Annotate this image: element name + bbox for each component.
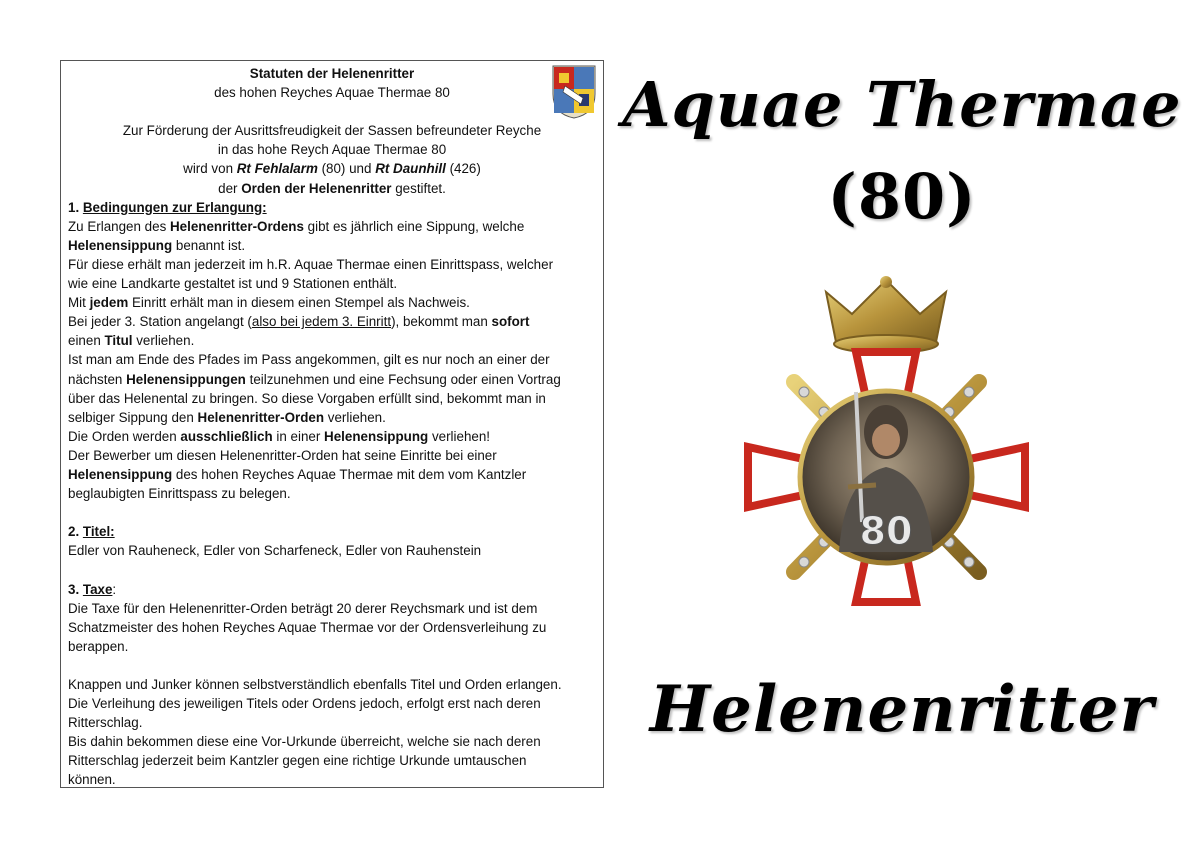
- text-line: Schatzmeister des hohen Reyches Aquae Thermae vor der Ordensverleihung zu: [68, 619, 547, 635]
- text-line: Die Taxe für den Helenenritter-Orden beträgt 20 derer Reychsmark und ist dem: [68, 600, 538, 616]
- text-line: Bei jeder 3. Station angelangt (also bei jedem 3. Einritt), bekommt man sofort: [68, 314, 530, 330]
- order-medal-icon: [744, 272, 1029, 612]
- text-line: Zu Erlangen des Helenenritter-Ordens gibt es jährlich eine Sippung, welche: [68, 218, 525, 234]
- text-line: Bis dahin bekommen diese eine Vor-Urkunde überreicht, welche sie nach deren: [68, 734, 541, 750]
- cover-title-number: (80): [827, 160, 977, 233]
- text-line: wie eine Landkarte gestaltet ist und 9 Stationen enthält.: [68, 276, 398, 292]
- text-line: Ritterschlag jederzeit beim Kantzler gegen eine richtige Urkunde umtauschen: [68, 753, 527, 769]
- section-heading-conditions: 1. Bedingungen zur Erlangung:: [68, 199, 267, 215]
- text-line: Die Verleihung des jeweiligen Titels oder Ordens jedoch, erfolgt erst nach deren: [68, 696, 541, 712]
- text-line: Helenensippung benannt ist.: [68, 237, 246, 253]
- statutes-panel: [60, 60, 604, 788]
- text-line: nächsten Helenensippungen teilzunehmen und eine Fechsung oder einen Vortrag: [68, 371, 561, 387]
- text-line: Ritterschlag.: [68, 715, 143, 731]
- text-line: beglaubigten Einrittspass zu belegen.: [68, 486, 291, 502]
- section-heading-titles: 2. Titel:: [68, 524, 115, 540]
- text-line: können.: [68, 772, 116, 788]
- cover-panel: [604, 0, 1200, 849]
- text-line: selbiger Sippung den Helenenritter-Orden verliehen.: [68, 409, 386, 425]
- text-line: Ist man am Ende des Pfades im Pass angekommen, gilt es nur noch an einer der: [68, 352, 550, 368]
- intro-line: Zur Förderung der Ausrittsfreudigkeit der Sassen befreundeter Reyche: [122, 123, 542, 139]
- text-line: über das Helenental zu bringen. So diese Vorgaben erfüllt sind, bekommt man in: [68, 390, 546, 406]
- text-line: Knappen und Junker können selbstverständlich ebenfalls Titel und Orden erlangen.: [68, 677, 562, 692]
- cover-title: Aquae Thermae: [622, 68, 1182, 141]
- text-line: Helenensippung des hohen Reyches Aquae Thermae mit dem vom Kantzler: [68, 466, 527, 482]
- text-line: Edler von Rauheneck, Edler von Scharfeneck, Edler von Rauhenstein: [68, 543, 482, 559]
- medal-number: 80: [859, 509, 913, 553]
- intro-line: der Orden der Helenenritter gestiftet.: [218, 180, 446, 196]
- text-line: Die Orden werden ausschließlich in einer Helenensippung verliehen!: [68, 428, 491, 444]
- cover-bottom-title: Helenenritter: [649, 672, 1155, 747]
- text-line: Der Bewerber um diesen Helenenritter-Orden hat seine Einritte bei einer: [68, 447, 497, 463]
- statutes-title: Statuten der Helenenritter: [249, 66, 415, 81]
- section-heading-fee: 3. Taxe:: [68, 581, 117, 597]
- intro-line: wird von Rt Fehlalarm (80) und Rt Daunhill (426): [183, 161, 481, 177]
- text-line: berappen.: [68, 638, 129, 654]
- text-line: einen Titul verliehen.: [68, 333, 195, 349]
- text-line: Für diese erhält man jederzeit im h.R. Aquae Thermae einen Einrittspass, welcher: [68, 256, 554, 272]
- intro-line: in das hohe Reych Aquae Thermae 80: [217, 142, 447, 158]
- coat-of-arms-icon: [551, 64, 597, 120]
- statutes-subtitle: des hohen Reyches Aquae Thermae 80: [214, 85, 450, 101]
- text-line: Mit jedem Einritt erhält man in diesem einen Stempel als Nachweis.: [68, 295, 470, 311]
